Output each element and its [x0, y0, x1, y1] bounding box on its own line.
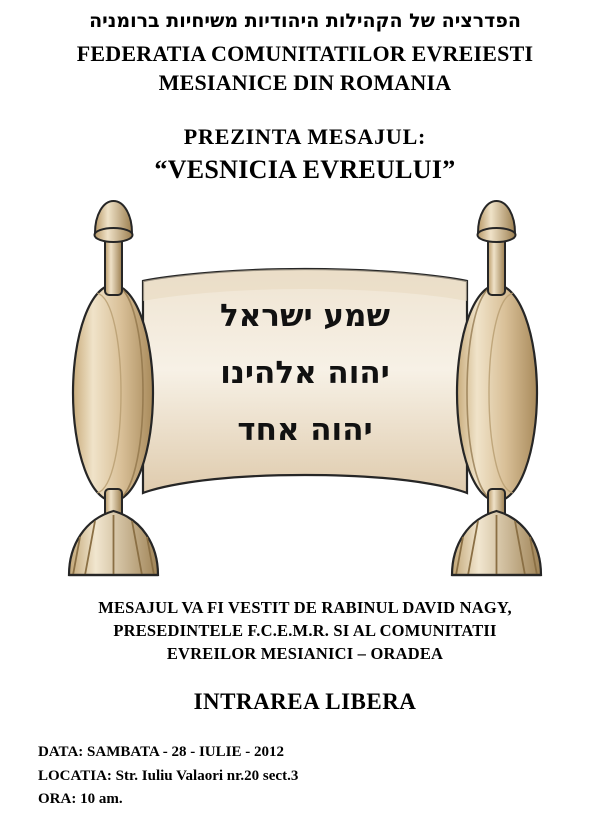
- speaker-line1: MESAJUL VA FI VESTIT DE RABINUL DAVID NAGY,: [98, 598, 512, 618]
- free-entry-notice: INTRAREA LIBERA: [193, 689, 417, 715]
- presents-label: PREZINTA MESAJUL:: [183, 124, 427, 150]
- torah-scroll-illustration: [0, 193, 610, 593]
- poster-header: [0, 0, 610, 98]
- event-date: DATA: SAMBATA - 28 - IULIE - 2012: [38, 744, 284, 761]
- speaker-info: [0, 597, 610, 665]
- svg-text:שמע ישראל: שמע ישראל: [219, 298, 391, 335]
- svg-text:יהוה אלהינו: יהוה אלהינו: [220, 355, 390, 392]
- event-time: ORA: 10 am.: [38, 790, 123, 807]
- hebrew-organization-title: הפדרציה של הקהילות היהודיות משיחיות ברומניה: [89, 10, 521, 32]
- organization-name-line1: FEDERATIA COMUNITATILOR EVREIESTI: [76, 40, 534, 66]
- event-location: LOCATIA: Str. Iuliu Valaori nr.20 sect.3: [38, 767, 299, 784]
- event-details: [38, 741, 610, 811]
- svg-text:יהוה אחד: יהוה אחד: [237, 412, 373, 449]
- message-title: “VESNICIA EVREULUI”: [154, 155, 456, 185]
- speaker-line3: EVREILOR MESIANICI – ORADEA: [166, 643, 444, 663]
- presents-block: [0, 124, 610, 185]
- organization-name-line2: MESIANICE DIN ROMANIA: [158, 70, 452, 96]
- torah-scroll-icon: [25, 193, 585, 593]
- scroll-left-roller: [69, 201, 158, 575]
- scroll-right-roller: [452, 201, 541, 575]
- speaker-line2: PRESEDINTELE F.C.E.M.R. SI AL COMUNITATII: [113, 620, 497, 640]
